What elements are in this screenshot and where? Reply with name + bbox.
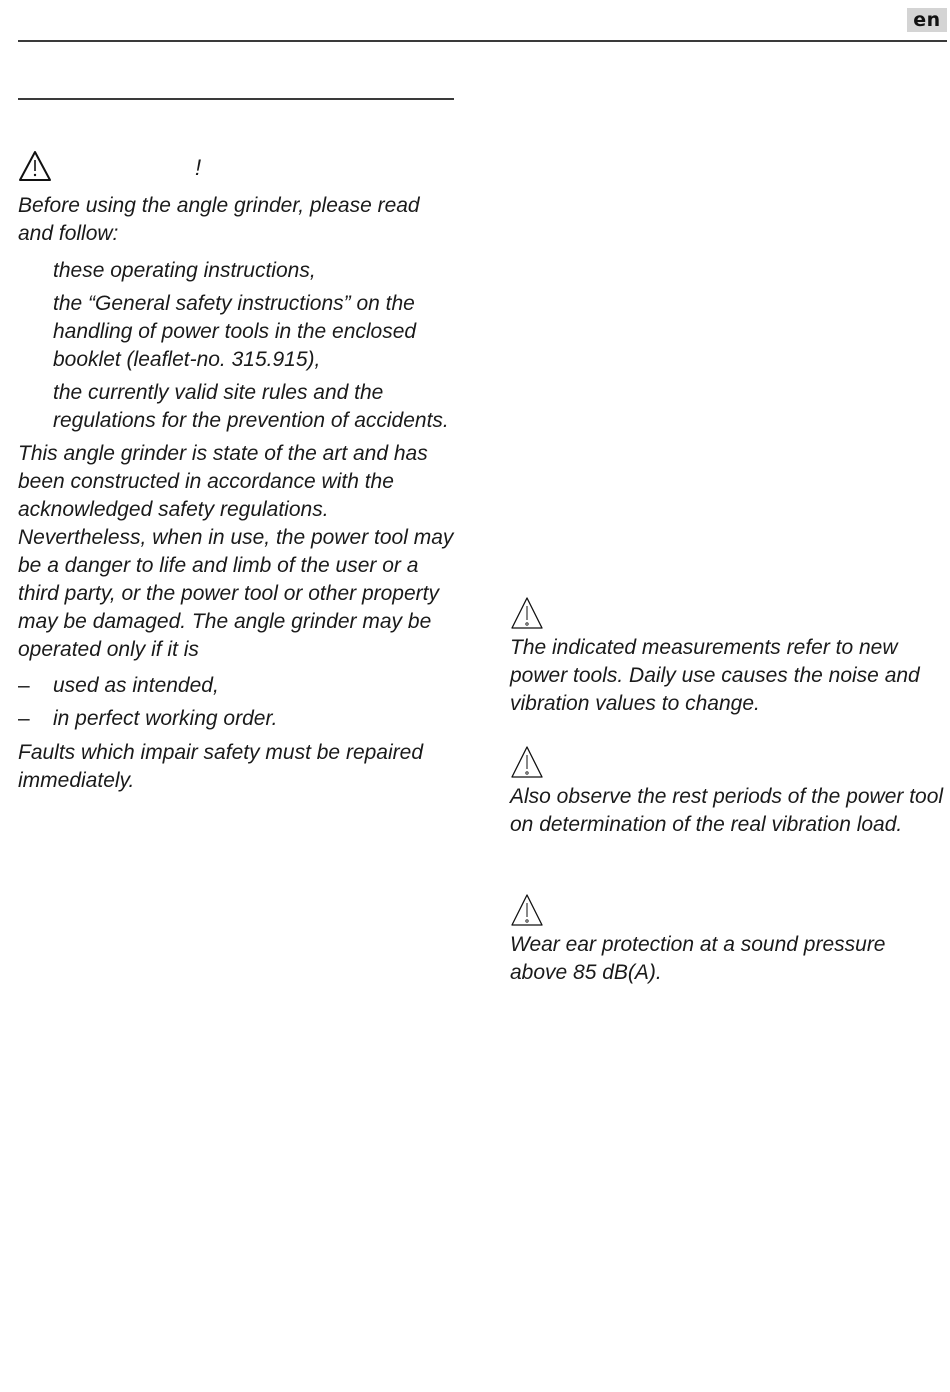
condition-item	[18, 705, 458, 733]
condition-item	[18, 672, 458, 700]
caution-icon	[510, 596, 544, 630]
note-measurements	[510, 596, 946, 718]
safety-column	[18, 150, 458, 795]
warning-heading	[18, 150, 458, 190]
caution-icon	[510, 893, 544, 927]
note-rest-periods	[510, 745, 946, 839]
condition-text: used as intended,	[53, 674, 219, 697]
note-text: Wear ear protection at a sound pressure above 85 dB(A).	[510, 933, 886, 984]
body-paragraph: This angle grinder is state of the art and has been constructed in accordance with the acknowledged safety regulations. Nevertheless, when in use, the power tool may be a danger to life and limb of the user or a third party, or the power tool or other property may be damaged. The angle grinder may be operated only if it is	[18, 442, 454, 661]
note-text: Also observe the rest periods of the power tool on determination of the real vibration load.	[510, 785, 944, 836]
intro-paragraph: Before using the angle grinder, please read and follow:	[18, 194, 420, 245]
condition-text: in perfect working order.	[53, 707, 278, 730]
read-item: the currently valid site rules and the regulations for the prevention of accidents.	[53, 381, 449, 432]
faults-paragraph: Faults which impair safety must be repaired immediately.	[18, 741, 423, 792]
conditions-list	[18, 672, 458, 733]
warning-heading-mark: !	[195, 155, 202, 180]
section-rule	[18, 98, 454, 100]
caution-icon	[510, 745, 544, 779]
read-list	[18, 257, 458, 435]
dash-bullet: –	[18, 707, 30, 730]
header-rule	[18, 40, 947, 42]
read-item: the “General safety instructions” on the handling of power tools in the enclosed booklet (leaflet-no. 315.915),	[53, 292, 417, 371]
note-ear-protection	[510, 893, 946, 987]
read-item: these operating instructions,	[53, 259, 316, 282]
warning-triangle-icon	[18, 150, 52, 182]
dash-bullet: –	[18, 674, 30, 697]
language-badge: en	[907, 8, 947, 32]
note-text: The indicated measurements refer to new power tools. Daily use causes the noise and vibration values to change.	[510, 636, 920, 715]
